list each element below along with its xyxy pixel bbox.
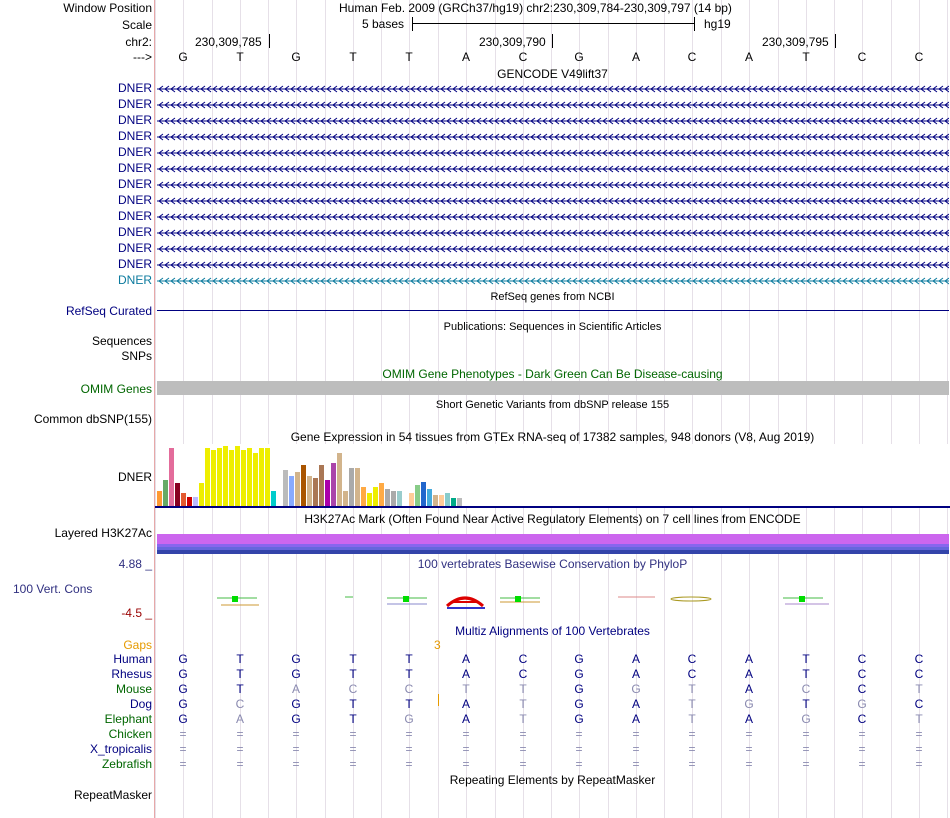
alignment-base: T [802,667,810,681]
gtex-tissue-bar[interactable] [193,497,198,506]
alignment-base: A [461,667,470,681]
gtex-tissue-bar[interactable] [337,453,342,506]
gtex-tissue-bar[interactable] [319,465,324,506]
gencode-gene-label[interactable]: DNER [117,273,152,287]
alignment-base: T [519,697,527,711]
refseq-label[interactable]: RefSeq Curated [65,304,152,318]
alignment-base: = [349,742,357,756]
phylop-mark-8 [783,596,829,604]
species-label[interactable]: Elephant [104,712,152,726]
alignment-base: T [688,682,696,696]
alignment-base: = [519,757,527,771]
omim-title[interactable]: OMIM Gene Phenotypes - Dark Green Can Be Disease-causing [382,367,723,381]
coord-tick-2: 230,309,790 [479,35,546,49]
gtex-tissue-bar[interactable] [217,448,222,506]
alignment-base: G [574,652,584,666]
alignment-base: T [405,652,413,666]
alignment-base: G [631,682,641,696]
alignment-base: T [519,682,527,696]
alignment-base: G [178,652,188,666]
base-letter: A [744,50,753,64]
phylop-title[interactable]: 100 vertebrates Basewise Conservation by PhyloP [417,557,688,571]
alignment-base: T [349,667,357,681]
base-letter: T [405,50,413,64]
alignment-base: T [802,652,810,666]
gencode-gene-label[interactable]: DNER [117,225,152,239]
alignment-base: = [688,727,696,741]
alignment-base: C [914,697,924,711]
phylop-mark-1 [217,596,259,605]
alignment-base: = [179,742,187,756]
alignment-base: = [745,742,753,756]
alignment-base: = [236,742,244,756]
repeatmasker-title[interactable]: Repeating Elements by RepeatMasker [449,773,656,787]
gtex-label[interactable]: DNER [117,470,152,484]
gtex-tissue-bar[interactable] [385,489,390,506]
alignment-base: = [236,757,244,771]
alignment-base: C [857,667,867,681]
gencode-gene-label[interactable]: DNER [117,193,152,207]
alignment-base: C [914,652,924,666]
alignment-base: C [518,667,528,681]
h3k27ac-title[interactable]: H3K27Ac Mark (Often Found Near Active Regulatory Elements) on 7 cell lines from ENCODE [304,512,801,526]
omim-gene-bar[interactable] [157,381,949,395]
refseq-title[interactable]: RefSeq genes from NCBI [490,291,615,303]
species-label[interactable]: Zebrafish [101,757,152,771]
gencode-gene-label[interactable]: DNER [117,161,152,175]
gencode-gene-label[interactable]: DNER [117,241,152,255]
gtex-tissue-bar[interactable] [355,468,360,506]
scale-bar [412,23,694,24]
gencode-gene-feature[interactable] [157,195,949,205]
gencode-gene-feature[interactable] [157,147,949,157]
alignment-base: T [236,682,244,696]
gencode-title[interactable]: GENCODE V49lift37 [497,67,608,81]
alignment-base: C [518,652,528,666]
alignment-base: G [291,712,301,726]
alignment-base: = [292,757,300,771]
gtex-tissue-bar[interactable] [187,497,192,506]
alignment-base: A [744,652,753,666]
alignment-base: T [236,667,244,681]
species-label[interactable]: Dog [129,697,152,711]
gtex-tissue-bar[interactable] [271,491,276,506]
alignment-base: C [801,682,811,696]
alignment-base: A [744,712,753,726]
gtex-tissue-bar[interactable] [181,493,186,506]
gap-insert-marker [438,694,439,706]
gtex-tissue-bar[interactable] [223,446,228,506]
gtex-tissue-bar[interactable] [235,446,240,506]
base-letter: T [802,50,810,64]
gtex-tissue-bar[interactable] [391,491,396,506]
scale-bar-left-tick [412,17,413,31]
alignment-base: G [744,697,754,711]
gtex-tissue-bar[interactable] [229,450,234,506]
alignment-base: A [461,652,470,666]
gtex-tissue-bar[interactable] [451,498,456,506]
gtex-tissue-bar[interactable] [205,448,210,506]
phylop-mark-3 [387,596,427,604]
alignment-base: A [235,712,244,726]
alignment-base: = [575,757,583,771]
coord-tick-mark-1 [269,34,270,48]
alignment-base: A [461,697,470,711]
alignment-base: = [858,757,866,771]
h3k27ac-signal[interactable] [157,534,949,554]
scale-bar-right-tick [694,17,695,31]
alignment-base: = [236,727,244,741]
assembly-label: hg19 [704,17,731,31]
gencode-gene-feature[interactable] [157,163,949,173]
alignment-base: C [404,682,414,696]
omim-label[interactable]: OMIM Genes [80,382,152,396]
alignment-base: C [857,682,867,696]
alignment-base: T [915,682,923,696]
gtex-tissue-bar[interactable] [325,480,330,506]
alignment-base: = [688,742,696,756]
gtex-tissue-bar[interactable] [289,476,294,506]
gencode-gene-feature[interactable] [157,99,949,109]
alignment-base: = [462,727,470,741]
alignment-base: = [575,742,583,756]
alignment-base: = [405,727,413,741]
gtex-tissue-bar[interactable] [313,478,318,506]
alignment-base: C [687,667,697,681]
alignment-base: C [857,652,867,666]
gtex-tissue-bar[interactable] [373,487,378,506]
species-label[interactable]: Human [113,652,152,666]
gtex-tissue-bar[interactable] [331,463,336,506]
base-letter: G [178,50,188,64]
gtex-tissue-bar[interactable] [157,491,162,506]
base-letter: A [461,50,470,64]
species-label[interactable]: Mouse [115,682,152,696]
alignment-base: = [462,757,470,771]
gtex-tissue-bar[interactable] [433,495,438,506]
alignment-base: = [292,742,300,756]
alignment-base: T [519,712,527,726]
alignment-base: C [687,652,697,666]
gencode-gene-label[interactable]: DNER [117,209,152,223]
gtex-tissue-bar[interactable] [367,493,372,506]
gtex-tissue-bar[interactable] [301,465,306,506]
alignment-base: A [631,712,640,726]
alignment-base: = [292,727,300,741]
alignment-base: G [178,712,188,726]
gtex-tissue-bar[interactable] [349,468,354,506]
h3k27ac-label[interactable]: Layered H3K27Ac [54,526,152,540]
alignment-base: T [405,667,413,681]
dbsnp-title[interactable]: Short Genetic Variants from dbSNP release 155 [435,399,670,411]
gencode-gene-feature[interactable] [157,179,949,189]
alignment-base: = [405,757,413,771]
alignment-base: = [745,727,753,741]
alignment-base: T [349,712,357,726]
phylop-mark-4 [447,598,485,608]
gencode-gene-feature[interactable] [157,131,949,141]
refseq-gene-line[interactable] [157,310,949,311]
alignment-base: G [404,712,414,726]
base-letter: C [857,50,867,64]
alignment-base: G [574,712,584,726]
snps-label[interactable]: SNPs [121,349,152,363]
coord-tick-1: 230,309,785 [195,35,262,49]
gtex-tissue-bar[interactable] [295,472,300,506]
alignment-base: T [405,697,413,711]
alignment-base: A [461,712,470,726]
alignment-base: = [802,742,810,756]
base-letter: T [236,50,244,64]
gtex-tissue-bar[interactable] [409,493,414,506]
alignment-base: = [519,727,527,741]
gtex-tissue-bar[interactable] [283,470,288,506]
alignment-base: T [236,652,244,666]
species-label[interactable]: X_tropicalis [89,742,152,756]
gtex-tissue-bar[interactable] [259,448,264,506]
gencode-gene-feature[interactable] [157,243,949,253]
gtex-tissue-bar[interactable] [379,483,384,506]
gencode-gene-feature[interactable] [157,275,949,285]
alignment-base: = [858,727,866,741]
gtex-tissue-bar[interactable] [439,495,444,506]
alignment-base: = [179,727,187,741]
base-letter: C [518,50,528,64]
alignment-base: G [574,667,584,681]
alignment-base: G [178,682,188,696]
base-letter: C [687,50,697,64]
alignment-base: = [688,757,696,771]
publications-title[interactable]: Publications: Sequences in Scientific Articles [443,321,662,333]
gtex-tissue-bar[interactable] [421,482,426,506]
alignment-base: C [348,682,358,696]
gencode-gene-feature[interactable] [157,211,949,221]
alignment-base: = [632,757,640,771]
gtex-bar-chart[interactable] [157,444,949,506]
coord-tick-mark-2 [552,34,553,48]
phylop-ymax: 4.88 _ [118,557,152,571]
alignment-base: = [915,757,923,771]
sequences-label[interactable]: Sequences [91,334,152,348]
gtex-tissue-bar[interactable] [211,450,216,506]
species-label[interactable]: Chicken [108,727,152,741]
alignment-base: G [574,682,584,696]
gencode-gene-feature[interactable] [157,227,949,237]
alignment-base: G [291,652,301,666]
alignment-base: = [745,757,753,771]
alignment-base: = [802,757,810,771]
gtex-tissue-bar[interactable] [343,491,348,506]
base-letter: G [291,50,301,64]
h3k27ac-layer-violet [157,534,949,544]
alignment-base: G [857,697,867,711]
alignment-base: = [462,742,470,756]
gtex-tissue-bar[interactable] [361,487,366,506]
alignment-base: = [349,757,357,771]
h3k27ac-layer-navy [157,550,949,554]
base-letter: G [574,50,584,64]
window-position-label: Window Position [63,1,152,15]
gencode-gene-feature[interactable] [157,259,949,269]
coord-tick-mark-3 [835,34,836,48]
dbsnp-label[interactable]: Common dbSNP(155) [33,412,152,426]
alignment-base: G [801,712,811,726]
alignment-base: = [179,757,187,771]
alignment-base: C [235,697,245,711]
alignment-base: A [631,697,640,711]
gtex-tissue-bar[interactable] [307,476,312,506]
alignment-base: T [349,697,357,711]
alignment-base: = [519,742,527,756]
gencode-gene-label[interactable]: DNER [117,81,152,95]
gencode-gene-feature[interactable] [157,83,949,93]
gtex-tissue-bar[interactable] [253,453,258,506]
gtex-tissue-bar[interactable] [241,450,246,506]
gaps-label[interactable]: Gaps [123,638,152,652]
gencode-gene-label[interactable]: DNER [117,177,152,191]
phylop-mark-7 [671,597,711,601]
scale-label: Scale [121,18,152,32]
gtex-tissue-bar[interactable] [445,493,450,506]
phylop-mark-5 [500,596,540,602]
phylop-plot[interactable] [155,590,950,620]
scale-value: 5 bases [362,17,405,31]
gtex-tissue-bar[interactable] [163,480,168,506]
alignment-base: = [575,727,583,741]
alignment-base: T [915,712,923,726]
base-letter: T [349,50,357,64]
strand-label: ---> [133,50,152,64]
alignment-base: = [915,742,923,756]
alignment-base: G [574,697,584,711]
gencode-gene-label[interactable]: DNER [117,257,152,271]
species-label[interactable]: Rhesus [111,667,152,681]
alignment-base: = [632,742,640,756]
alignment-base: G [291,697,301,711]
coord-tick-3: 230,309,795 [762,35,829,49]
gencode-gene-label[interactable]: DNER [117,129,152,143]
alignment-base: T [349,652,357,666]
alignment-base: T [688,712,696,726]
gencode-gene-label[interactable]: DNER [117,145,152,159]
alignment-base: C [914,667,924,681]
phylop-label[interactable]: 100 Vert. Cons [13,582,93,596]
alignment-base: T [688,697,696,711]
alignment-base: = [349,727,357,741]
alignment-base: = [802,727,810,741]
alignment-base: A [631,652,640,666]
base-letter: C [914,50,924,64]
alignment-base: A [744,667,753,681]
alignment-base: T [462,682,470,696]
base-letter: A [631,50,640,64]
gencode-gene-feature[interactable] [157,115,949,125]
alignment-base: G [178,667,188,681]
alignment-base: G [178,697,188,711]
alignment-base: = [915,727,923,741]
gtex-tissue-bar[interactable] [397,491,402,506]
multiz-title[interactable]: Multiz Alignments of 100 Vertebrates [455,624,650,638]
alignment-base: T [802,697,810,711]
alignment-base: A [744,682,753,696]
gtex-tissue-bar[interactable] [199,483,204,506]
alignment-base: = [858,742,866,756]
alignment-base: = [632,727,640,741]
gap-count: 3 [434,638,441,652]
alignment-base: G [291,667,301,681]
gencode-gene-label[interactable]: DNER [117,113,152,127]
gtex-baseline [155,506,950,508]
gtex-title[interactable]: Gene Expression in 54 tissues from GTEx RNA-seq of 17382 samples, 948 donors (V8, Aug 2019) [290,430,815,444]
alignment-base: A [631,667,640,681]
alignment-base: A [291,682,300,696]
alignment-base: C [857,712,867,726]
repeatmasker-label[interactable]: RepeatMasker [73,788,152,802]
phylop-ymin: -4.5 _ [121,606,152,620]
gtex-tissue-bar[interactable] [175,483,180,506]
gtex-tissue-bar[interactable] [169,448,174,506]
gtex-tissue-bar[interactable] [457,498,462,506]
gtex-tissue-bar[interactable] [265,448,270,506]
gtex-tissue-bar[interactable] [247,448,252,506]
gtex-tissue-bar[interactable] [415,485,420,506]
chr-label: chr2: [125,35,152,49]
gencode-gene-label[interactable]: DNER [117,97,152,111]
gtex-tissue-bar[interactable] [427,489,432,506]
alignment-base: = [405,742,413,756]
window-position-value[interactable]: Human Feb. 2009 (GRCh37/hg19) chr2:230,309,784-230,309,797 (14 bp) [339,1,732,15]
